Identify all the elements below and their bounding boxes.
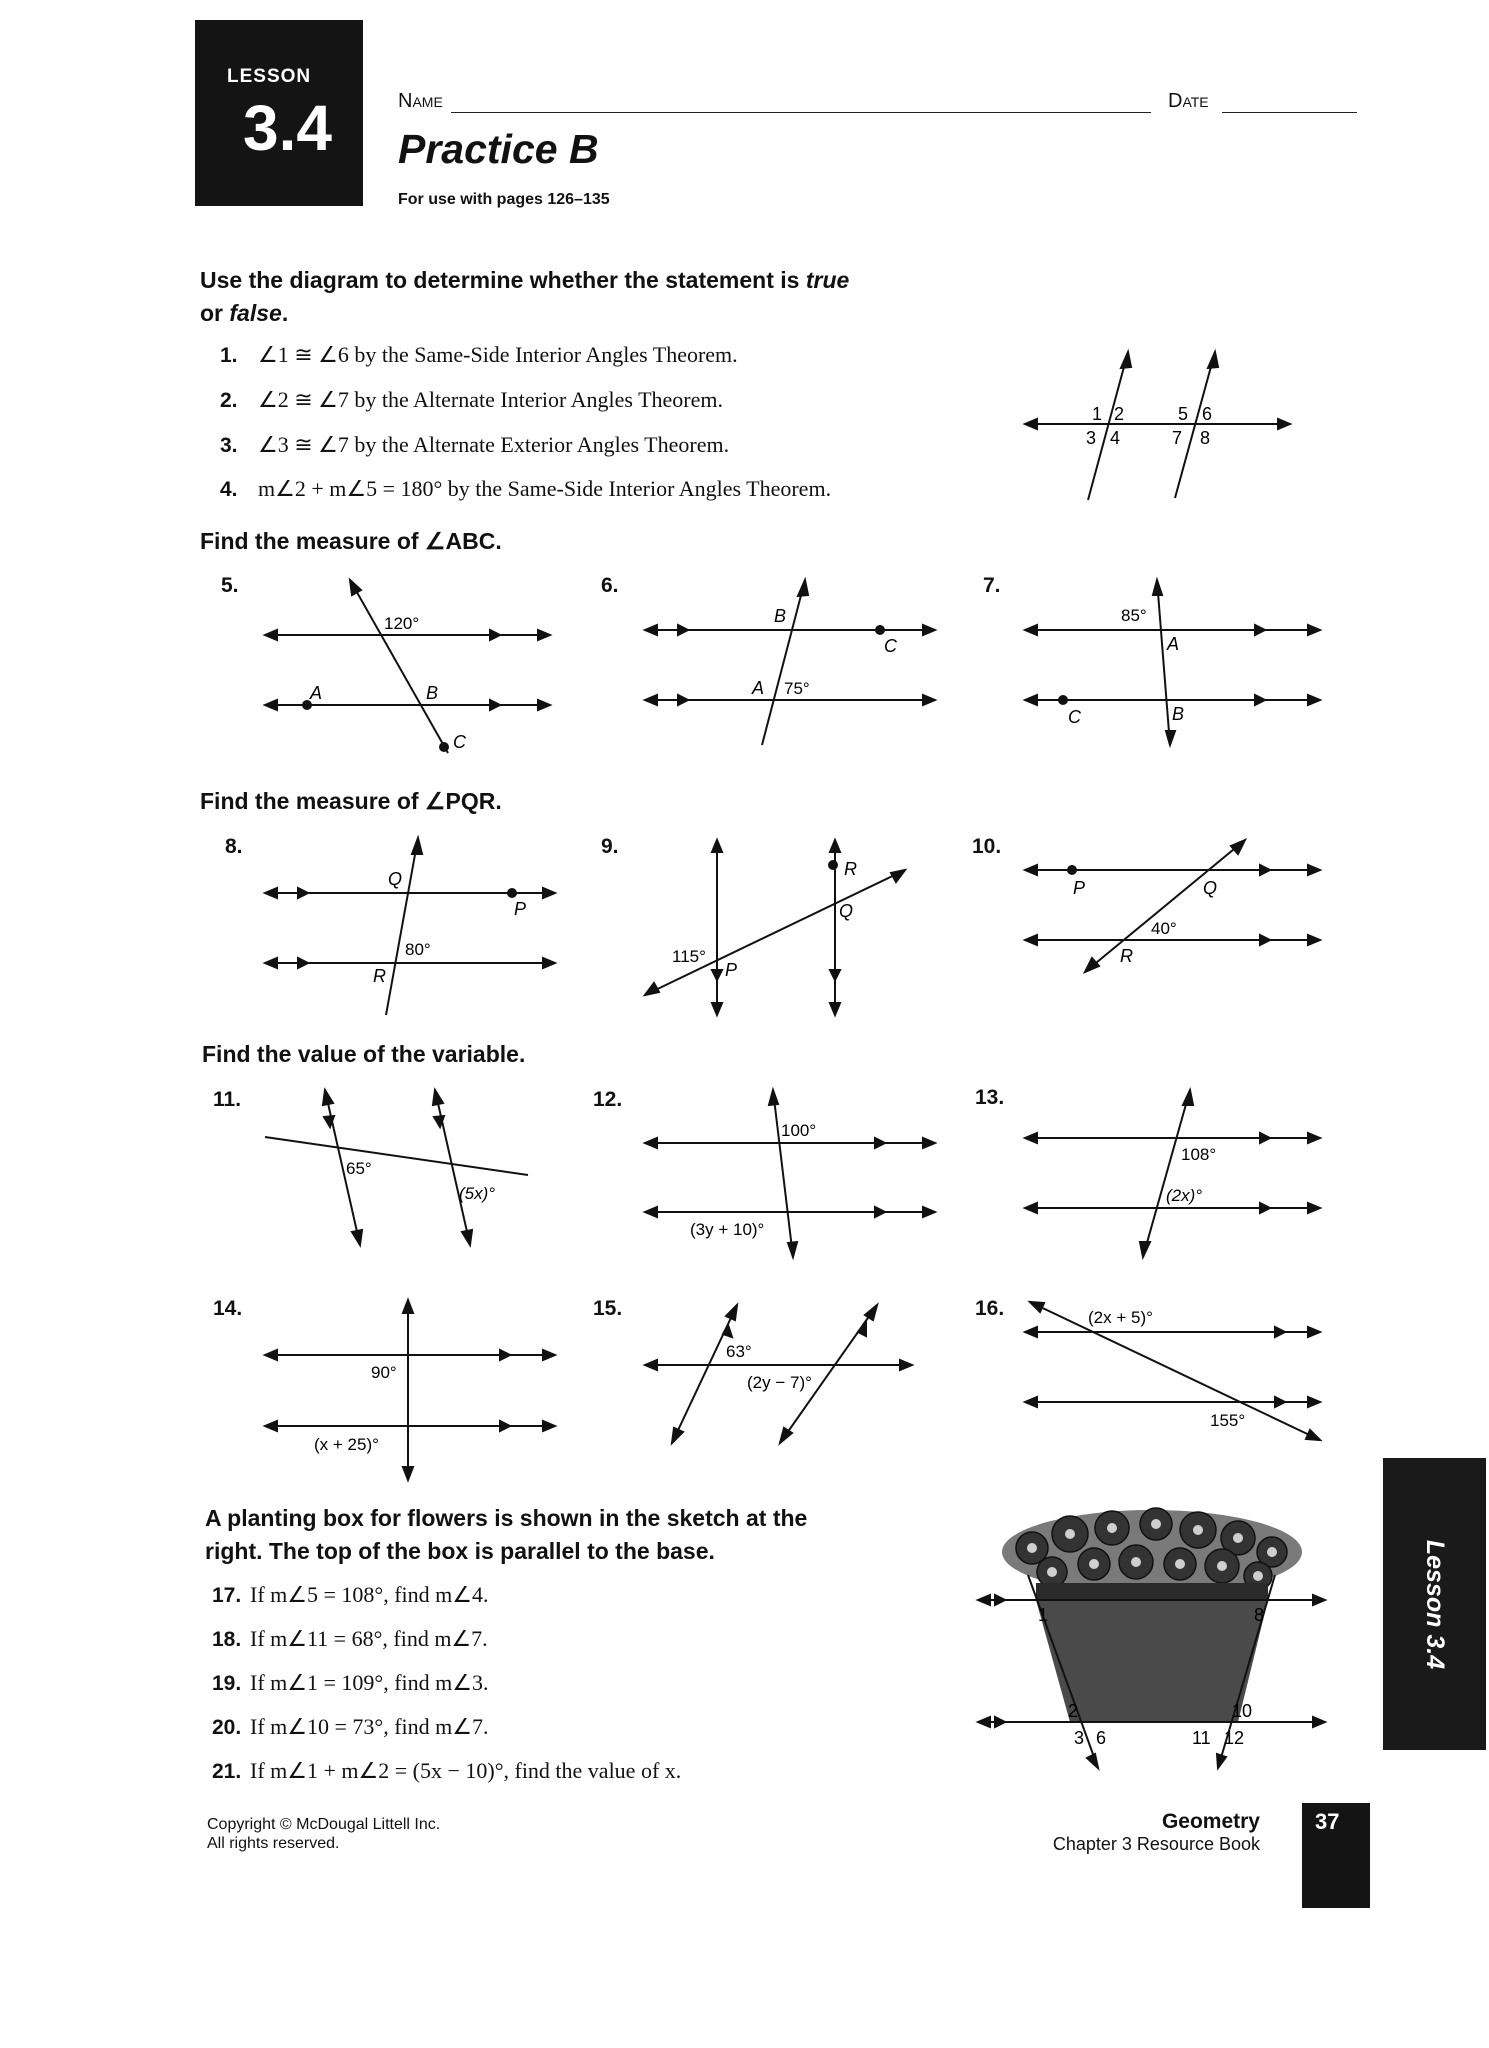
angle-label-5: 5	[1178, 404, 1189, 424]
angle-a: (2x + 5)°	[1088, 1308, 1153, 1327]
problem-9-number: 9.	[601, 835, 619, 858]
angle-a: 100°	[781, 1121, 817, 1140]
point-p: P	[725, 960, 738, 980]
angle-label-2: 2	[1114, 404, 1125, 424]
angle-value: 115°	[672, 947, 706, 966]
question-1	[220, 342, 738, 368]
point-a: A	[310, 683, 323, 703]
section4-heading: Find the value of the variable.	[202, 1041, 526, 1067]
angle-label-8: 8	[1254, 1605, 1265, 1625]
side-tab-label: Lesson 3.4	[1421, 1539, 1450, 1669]
lesson-number: 3.4	[243, 92, 332, 164]
diagram-q1-4	[1010, 340, 1310, 510]
false-word: false	[229, 300, 282, 326]
date-label: Date	[1168, 90, 1209, 112]
angle-label-3: 3	[1086, 428, 1097, 448]
angle-label-10: 10	[1232, 1701, 1253, 1721]
point-b: B	[426, 683, 439, 703]
name-label: Name	[398, 90, 443, 112]
question-number: 20.	[212, 1716, 242, 1739]
diagram-6	[640, 575, 940, 755]
section3-heading: Find the measure of ∠PQR.	[200, 788, 502, 814]
diagram-9	[640, 830, 920, 1020]
lesson-word: LESSON	[227, 66, 312, 87]
page-title: Practice B	[398, 126, 599, 172]
question-4	[220, 476, 831, 502]
angle-label-8: 8	[1200, 428, 1211, 448]
question-text: If m∠1 + m∠2 = (5x − 10)°, find the value of x.	[250, 1758, 682, 1783]
name-line[interactable]	[451, 112, 1151, 113]
angle-value: 80°	[405, 940, 431, 959]
question-2	[220, 387, 723, 413]
instruction-period: .	[281, 300, 289, 326]
angle-label-11: 11	[1192, 1728, 1211, 1748]
book-subtitle: Chapter 3 Resource Book	[1052, 1834, 1260, 1854]
question-text: m∠2 + m∠5 = 180° by the Same-Side Interior Angles Theorem.	[258, 476, 832, 501]
problem-5-number: 5.	[221, 574, 239, 597]
date-line[interactable]	[1222, 112, 1357, 113]
angle-label-12: 12	[1224, 1728, 1245, 1748]
book-title: Geometry	[1161, 1810, 1260, 1833]
question-number: 19.	[212, 1672, 242, 1695]
question-18	[212, 1626, 488, 1652]
side-tab	[1383, 1458, 1486, 1750]
diagram-10	[1020, 830, 1330, 1000]
question-text: If m∠10 = 73°, find m∠7.	[250, 1714, 489, 1739]
book-credit	[960, 1810, 1260, 1855]
diagram-16	[1020, 1290, 1340, 1450]
question-number: 2.	[220, 389, 238, 412]
angle-b: (2y − 7)°	[747, 1373, 812, 1392]
question-text: If m∠1 = 109°, find m∠3.	[250, 1670, 489, 1695]
angle-value: 40°	[1151, 919, 1177, 938]
question-20	[212, 1714, 488, 1740]
intro-line-1: A planting box for flowers is shown in the sketch at the	[205, 1505, 808, 1531]
angle-b: 155°	[1210, 1411, 1246, 1430]
point-q: Q	[839, 901, 854, 921]
page-subtitle: For use with pages 126–135	[398, 191, 610, 208]
lesson-badge	[195, 20, 363, 206]
copyright-line-1: Copyright © McDougal Littell Inc.	[207, 1816, 441, 1833]
diagram-15	[640, 1295, 920, 1455]
angle-b: (2x)°	[1166, 1186, 1203, 1205]
true-word: true	[805, 267, 850, 293]
problem-7-number: 7.	[983, 574, 1001, 597]
point-p: P	[1073, 878, 1086, 898]
question-number: 17.	[212, 1584, 242, 1607]
question-21	[212, 1758, 681, 1784]
angle-label-6: 6	[1096, 1728, 1107, 1748]
question-text: ∠1 ≅ ∠6 by the Same-Side Interior Angles Theorem.	[258, 342, 738, 367]
diagram-5	[260, 575, 560, 765]
point-a: A	[752, 678, 765, 698]
instruction-part-b: or	[200, 300, 230, 326]
point-r: R	[844, 859, 857, 879]
copyright-line-2: All rights reserved.	[207, 1835, 340, 1852]
question-text: ∠3 ≅ ∠7 by the Alternate Exterior Angles Theorem.	[258, 432, 730, 457]
planting-box-sketch	[970, 1500, 1335, 1775]
problem-14-number: 14.	[213, 1297, 243, 1320]
angle-label-3: 3	[1074, 1728, 1085, 1748]
angle-value: 85°	[1121, 606, 1147, 625]
angle-a: 90°	[371, 1363, 397, 1382]
angle-b: (5x)°	[459, 1184, 496, 1203]
point-c: C	[884, 636, 897, 656]
diagram-11	[260, 1085, 540, 1260]
angle-label-2: 2	[1068, 1701, 1079, 1721]
angle-a: 63°	[726, 1342, 752, 1361]
question-number: 3.	[220, 434, 238, 457]
problem-13-number: 13.	[975, 1086, 1005, 1109]
problem-12-number: 12.	[593, 1088, 623, 1111]
problem-11-number: 11.	[213, 1088, 242, 1111]
question-number: 4.	[220, 478, 238, 501]
point-c: C	[453, 732, 466, 752]
section1-instruction	[200, 264, 1020, 330]
point-r: R	[373, 966, 386, 986]
question-text: ∠2 ≅ ∠7 by the Alternate Interior Angles Theorem.	[258, 387, 723, 412]
problem-15-number: 15.	[593, 1297, 623, 1320]
angle-label-4: 4	[1110, 428, 1121, 448]
angle-b: (3y + 10)°	[690, 1220, 765, 1239]
point-c: C	[1068, 707, 1081, 727]
question-3	[220, 432, 729, 458]
point-b: B	[1172, 704, 1185, 724]
point-a: A	[1167, 634, 1180, 654]
point-q: Q	[388, 869, 403, 889]
angle-value: 120°	[384, 614, 420, 633]
page-number: 37	[1315, 1809, 1340, 1834]
angle-label-7: 7	[1172, 428, 1183, 448]
problem-8-number: 8.	[225, 835, 243, 858]
problem-6-number: 6.	[601, 574, 619, 597]
point-q: Q	[1203, 878, 1218, 898]
angle-label-1: 1	[1092, 404, 1103, 424]
diagram-13	[1020, 1085, 1330, 1265]
point-p: P	[514, 899, 527, 919]
flowers-illustration	[1002, 1508, 1302, 1594]
angle-b: (x + 25)°	[314, 1435, 379, 1454]
page-number-box	[1302, 1803, 1370, 1908]
question-19	[212, 1670, 488, 1696]
section5-intro	[205, 1502, 965, 1568]
question-number: 21.	[212, 1760, 242, 1783]
question-text: If m∠11 = 68°, find m∠7.	[250, 1626, 488, 1651]
problem-16-number: 16.	[975, 1297, 1005, 1320]
point-b: B	[774, 606, 787, 626]
copyright	[207, 1815, 440, 1853]
angle-value: 75°	[784, 679, 810, 698]
intro-line-2: right. The top of the box is parallel to the base.	[205, 1538, 715, 1564]
angle-label-6: 6	[1202, 404, 1213, 424]
angle-a: 65°	[346, 1159, 372, 1178]
question-17	[212, 1582, 488, 1608]
angle-a: 108°	[1181, 1145, 1217, 1164]
section2-heading: Find the measure of ∠ABC.	[200, 528, 502, 554]
diagram-14	[260, 1295, 560, 1485]
diagram-7	[1020, 575, 1330, 765]
problem-10-number: 10.	[972, 835, 1002, 858]
diagram-12	[640, 1085, 940, 1265]
instruction-part-a: Use the diagram to determine whether the statement is	[200, 267, 806, 293]
question-number: 1.	[220, 344, 238, 367]
angle-label-1: 1	[1038, 1605, 1049, 1625]
question-number: 18.	[212, 1628, 242, 1651]
point-r: R	[1120, 946, 1133, 966]
diagram-8	[260, 830, 560, 1020]
question-text: If m∠5 = 108°, find m∠4.	[250, 1582, 489, 1607]
